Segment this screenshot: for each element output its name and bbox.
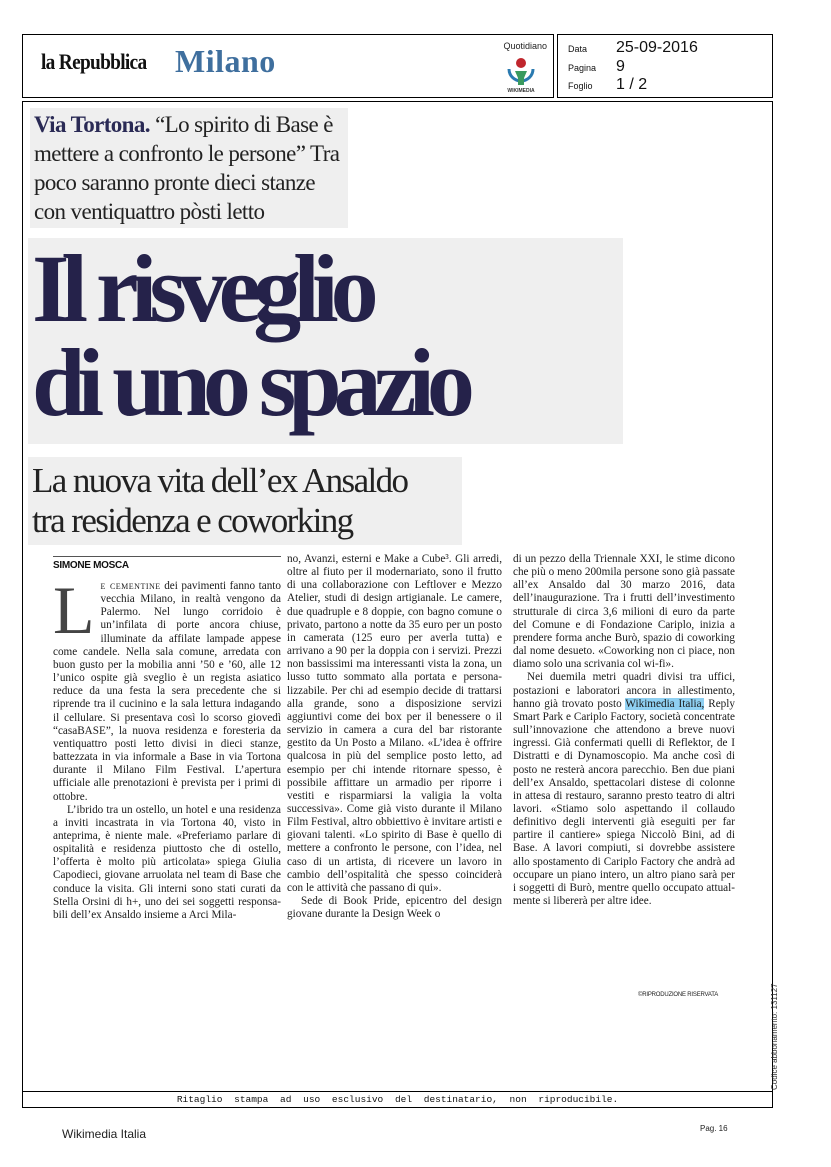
edition-logo: Milano bbox=[175, 43, 276, 79]
kicker-location: Via Tortona. bbox=[34, 112, 150, 137]
headline bbox=[28, 235, 623, 444]
footer-client-name: Wikimedia Italia bbox=[62, 1127, 147, 1141]
paragraph: L’ibrido tra un ostello, un hotel e una residenza a inviti incastrata in via Tortona 40, visto in anteprima, è niente male. «Preferiamo parlare di ospitalità e residenza piuttosto che di ostello, l’offerta è molto più articolata» spiega Giulia Capodieci, giovane arruolata nel team di Base che conduce la visita. Gli interni sono stati curati da Stella Orsini di h+, uno dei sei soggetti responsabili dell’ex Ansaldo insieme a Arci Mila- bbox=[53, 803, 281, 921]
publication-type: Quotidiano bbox=[503, 41, 547, 51]
copyright-notice: ©RIPRODUZIONE RISERVATA bbox=[638, 992, 719, 998]
article-column-1 bbox=[53, 572, 281, 922]
subhead-line-2: tra residenza e coworking bbox=[32, 501, 353, 540]
svg-text:WIKIMEDIA: WIKIMEDIA bbox=[507, 88, 535, 94]
info-date: Data 25-09-2016 bbox=[568, 39, 698, 56]
article-column-2 bbox=[287, 553, 502, 921]
article-column-3 bbox=[513, 553, 735, 908]
reproduction-notice: Ritaglio stampa ad uso esclusivo del destinatario, non riproducibile. bbox=[22, 1092, 773, 1108]
page-number: Pag. 16 bbox=[700, 1124, 728, 1133]
paragraph: Le cementine dei pavimenti fanno tanto vecchia Milano, in realtà vengono da Palermo. Nel lungo corridoio è un’infilata di porte ancora chiuse, illuminate da affilate lampade appese come candele. Nella sala comune, arredata con buon gusto per la mobilia anni ’50 e ’60, alle 12 l’unico ospite già sveglio è un regista asiatico reduce da una festa la sera precedente che si riprende tra il cucinino e la sala lettura indagando il cellulare. Si presentava così lo scorso giovedì “casaBASE”, la nuova residenza e foresteria da ventiquattro posti letto divisi in dieci stanze, battezzata in via informale a Base in via Tortona durante il Milano Film Festival. L’apertura ufficiale alle prenotazioni è prevista per i primi di ottobre. bbox=[53, 572, 281, 803]
headline-line-1: Il risveglio bbox=[32, 235, 371, 342]
paragraph: Nei duemila metri quadri divisi tra uffici, postazioni e laboratori ancora in allestimento, hanno già trovato posto Wikimedia Italia, Reply Smart Park e Cariplo Factory, società concentrate sull’innovazione che attendono a breve nuovi ingressi. Già confermati quelli di Reflektor, de I Distratti e di Dynamoscopio. Ma anche così di posto ne resterà ancora parecchio. Ben due piani dell’ex Ansaldo, spettacolari distese di colonne in attesa di restauro, saranno presto teatro di altri lavori. «Stiamo solo aspettando il collaudo definitivo degli interventi già eseguiti per far partire il cantiere» spiega Niccolò Bini, ad di Base. A lavori compiuti, si dovrebbe assistere allo spostamento di Cariplo Factory che andrà ad occupare un piano intero, un altro piano sarà per i soggetti di Burò, mentre quello occupato attualmente si libererà per altre idee. bbox=[513, 671, 735, 908]
article-kicker bbox=[30, 108, 348, 228]
info-page: Pagina 9 bbox=[568, 58, 625, 75]
info-sheet: Foglio 1 / 2 bbox=[568, 76, 648, 93]
byline-divider bbox=[53, 556, 281, 557]
kicker-text: “Lo spirito di Base è mettere a confronto le persone” Tra poco saranno pronte dieci stanze con ventiquattro pòsti letto bbox=[34, 112, 340, 224]
headline-line-2: di uno spazio bbox=[32, 329, 467, 436]
drop-cap: L bbox=[53, 572, 95, 648]
highlighted-mention: Wikimedia Italia, bbox=[625, 697, 705, 710]
newspaper-logo: la Repubblica bbox=[41, 49, 147, 74]
paragraph: di un pezzo della Triennale XXI, le stime dicono che più o meno 200mila persone sono già passate all’ex Ansaldo dal 30 marzo 2016, data dell’inaugurazione. Tra i frutti dell’investimento strutturale di circa 3,6 milioni di euro da parte del Comune e di Fondazione Cariplo, inizia a prendere forma anche Burò, spazio di coworking dal nome desueto. «Coworking non ci piace, non diamo solo una scrivania col wi-fi». bbox=[513, 553, 735, 671]
clipping-info bbox=[557, 34, 773, 98]
masthead-box bbox=[22, 34, 554, 98]
wikimedia-logo-icon bbox=[501, 55, 541, 95]
byline: SIMONE MOSCA bbox=[53, 560, 129, 571]
subheadline bbox=[28, 457, 462, 545]
subscription-code: Codice abbonamento: 131127 bbox=[770, 983, 779, 1090]
subhead-line-1: La nuova vita dell’ex Ansaldo bbox=[32, 461, 408, 500]
paragraph: no, Avanzi, esterni e Make a Cube³. Gli arredi, oltre al fiuto per il modernariato, sono il frutto di una collaborazione con Leftlover e Mezzo Atelier, studi di design artigianale. Le camere, due quadruple e 8 doppie, con bagno comune o privato, partono a notte da 35 euro per un posto in camerata (125 euro per averla tutta) e arrivano a 90 per la doppia con i servizi. Prezzi non bassissimi ma interessanti vista la zona, un lusso tutto sommato alla portata e personalizzabile. Per chi ad esempio decide di trattarsi alla grande, sono a disposizione servizi aggiuntivi come dei box per il benessere o il servizio in camera a cura del bar ristorante gestito da Un Posto a Milano. «L’idea è offrire qualcosa in più del semplice posto letto, ad esempio per chi intende ritornare spesso, è possibile affittare un armadio per riporre i vestiti e risparmiarsi la valigia la volta successiva». Come già visto durante il Milano Film Festival, altro obbiettivo è invitare artisti e giovani talenti. «Lo spirito di Base è quello di mettere a confronto le persone, con l’idea, nel caso di un artista, di ricevere un lavoro in cambio dell’ospitalità che spesso coinciderà con le attività che passano di qui». bbox=[287, 553, 502, 894]
paragraph: Sede di Book Pride, epicentro del design giovane durante la Design Week o bbox=[287, 895, 502, 921]
